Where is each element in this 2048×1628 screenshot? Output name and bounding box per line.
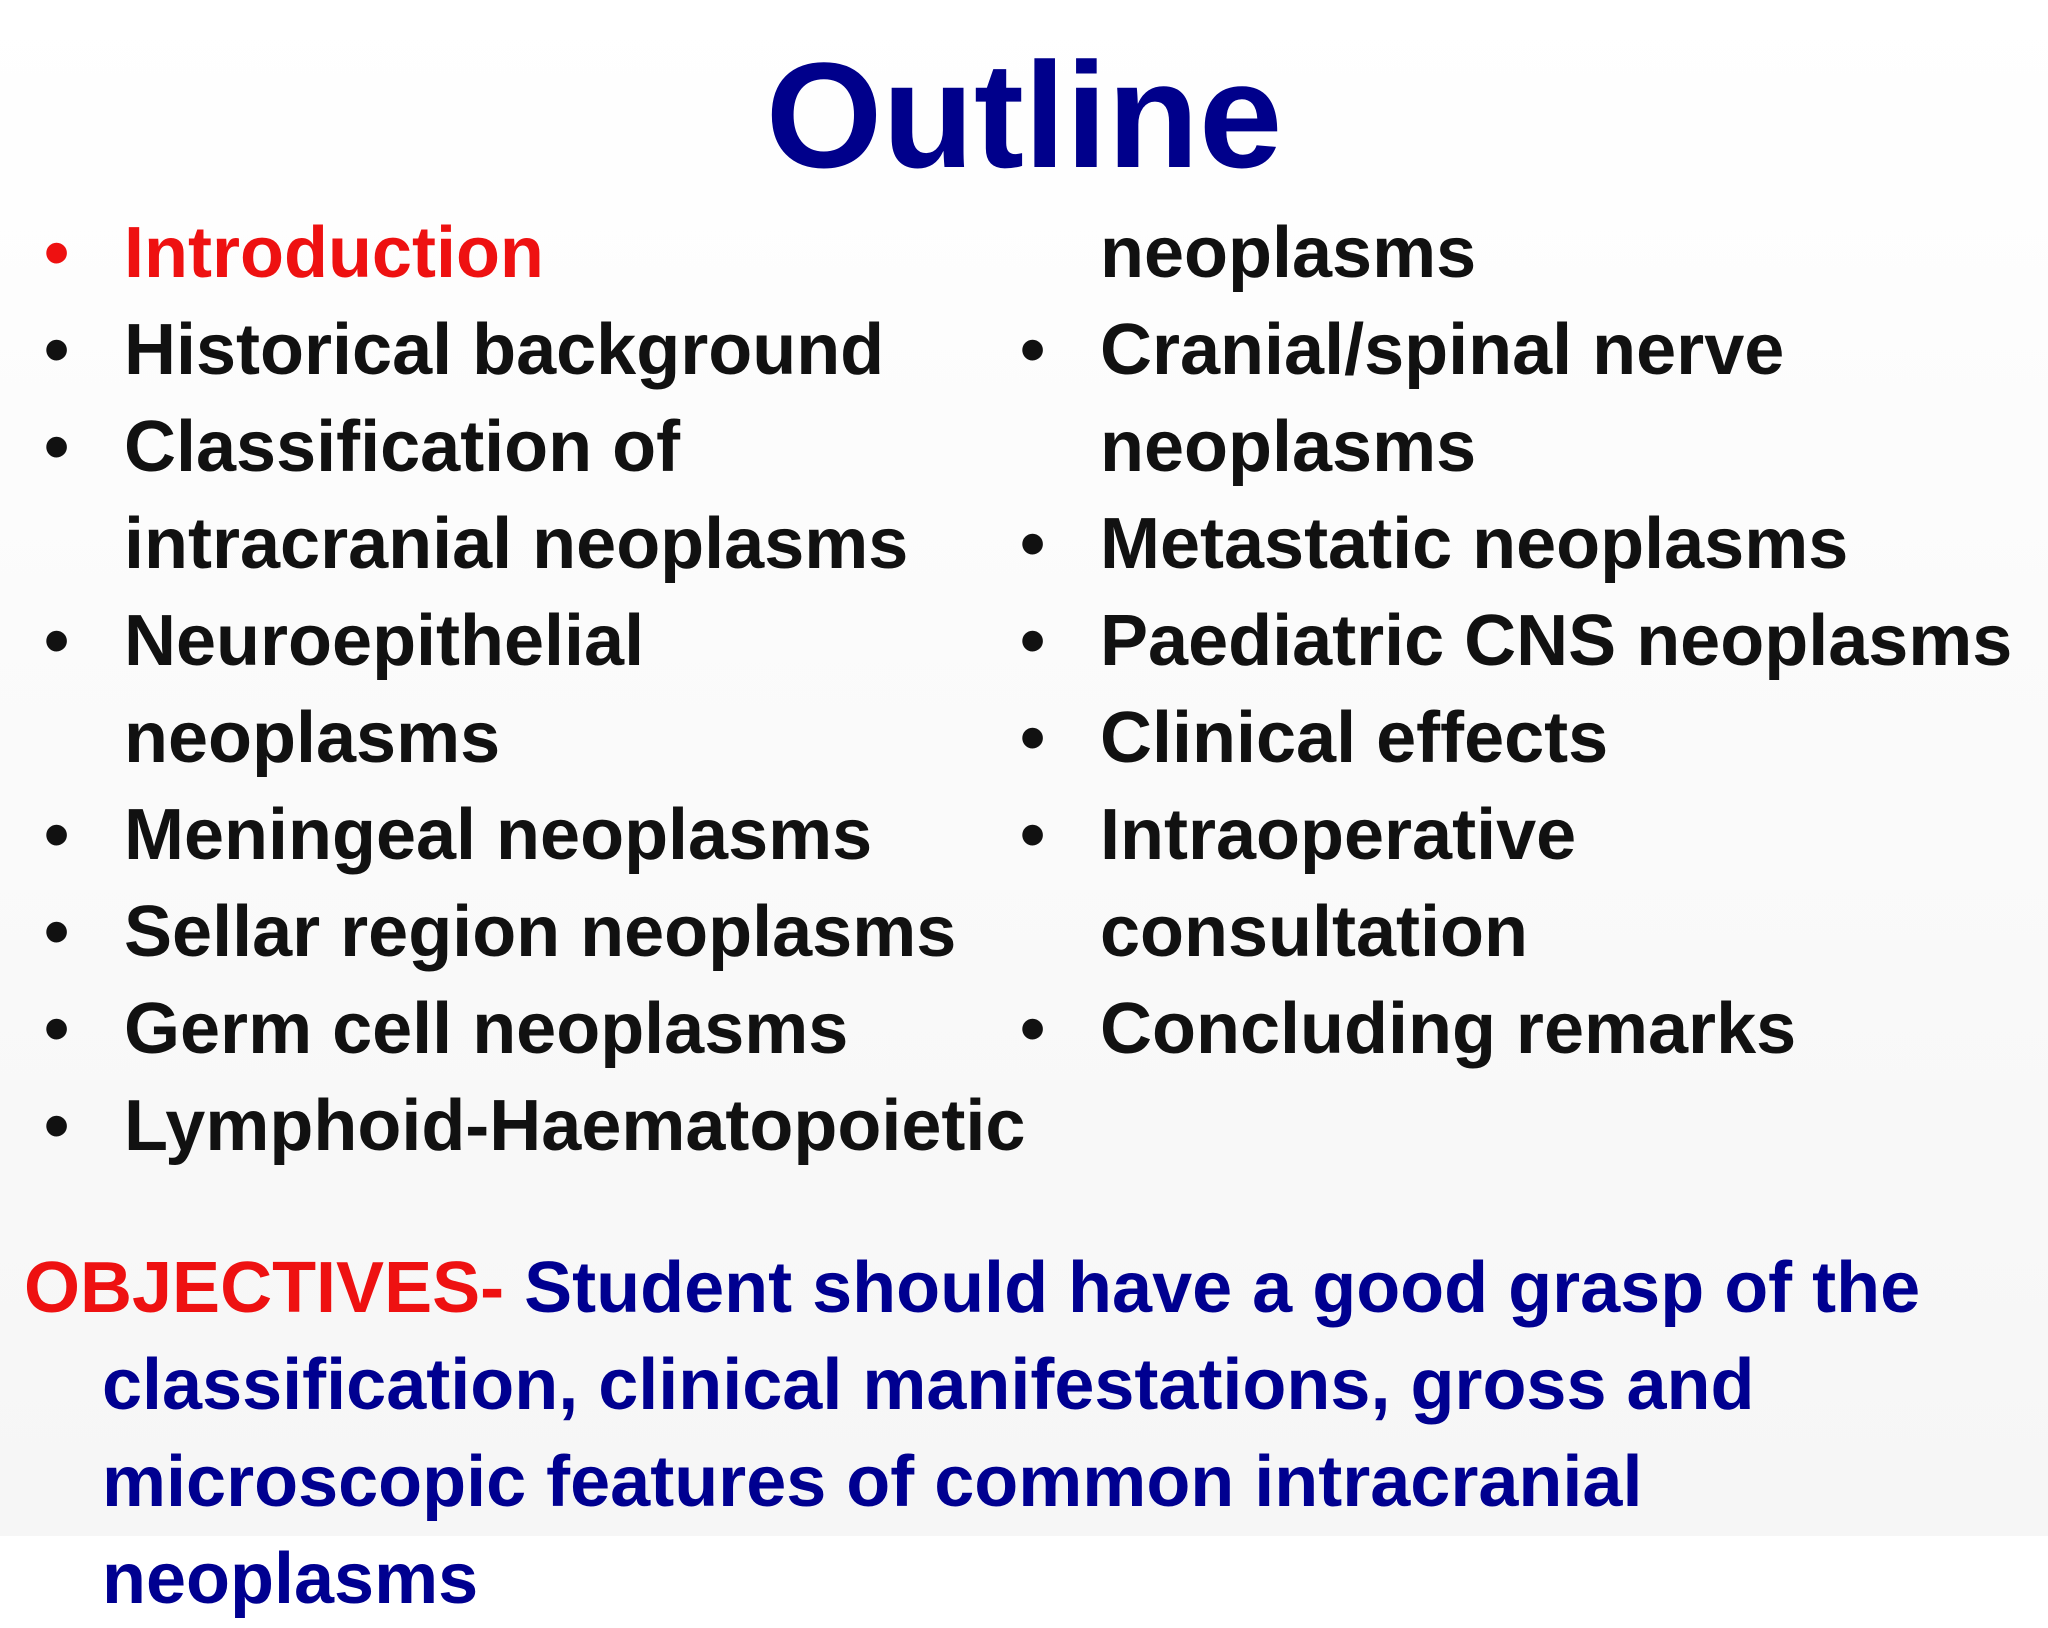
outline-item-metastatic [1018,496,2018,593]
outline-item-intraoperative [1018,787,2018,884]
bullet-icon: • [44,310,70,390]
outline-item-concluding-remarks [1018,981,2018,1078]
bullet-icon: • [44,407,70,487]
bullet-icon: • [1020,310,1046,390]
outline-item-introduction [42,205,1012,302]
objectives-block [24,1240,2024,1628]
objectives-label: OBJECTIVES- [24,1248,505,1328]
outline-item-label: neoplasms [1100,407,1477,487]
outline-item-label: consultation [1100,892,1528,972]
outline-item-meningeal [42,787,1012,884]
outline-item-continuation [1018,884,2018,981]
outline-item-label: Paediatric CNS neoplasms [1100,601,2013,681]
outline-item-label: Cranial/spinal nerve [1100,310,1785,390]
outline-item-germ-cell [42,981,1012,1078]
bullet-icon: • [1020,601,1046,681]
outline-item-historical-background [42,302,1012,399]
outline-right-column [1018,205,2018,1078]
outline-item-label: neoplasms [124,698,501,778]
outline-item-label: Intraoperative [1100,795,1577,875]
outline-item-label: Clinical effects [1100,698,1609,778]
bullet-icon: • [1020,504,1046,584]
outline-item-label: Introduction [124,213,544,293]
objectives-line-3: microscopic features of common intracranial neoplasms [102,1442,1643,1619]
outline-item-lymphoid-haematopoietic [42,1078,1026,1175]
bullet-icon: • [44,601,70,681]
outline-item-label: Historical background [124,310,885,390]
outline-item-label: Concluding remarks [1100,989,1797,1069]
outline-item-label: Neuroepithelial [124,601,645,681]
objectives-line-2: classification, clinical manifestations, gross and [102,1345,1755,1425]
outline-item-continuation [1018,205,2018,302]
outline-item-label: neoplasms [1100,213,1477,293]
bullet-icon: • [44,213,70,293]
outline-item-label: Germ cell neoplasms [124,989,849,1069]
outline-item-continuation [1018,399,2018,496]
outline-item-label: Classification of [124,407,681,487]
outline-item-clinical-effects [1018,690,2018,787]
outline-item-label: Metastatic neoplasms [1100,504,1849,584]
outline-item-classification [42,399,1012,496]
outline-item-continuation [42,690,1012,787]
outline-item-continuation [42,496,1012,593]
bullet-icon: • [1020,795,1046,875]
bullet-icon: • [1020,989,1046,1069]
outline-item-paediatric-cns [1018,593,2018,690]
outline-item-neuroepithelial [42,593,1012,690]
bullet-icon: • [44,795,70,875]
outline-left-column [42,205,1026,1175]
bullet-icon: • [44,989,70,1069]
slide-title: Outline [765,31,1283,199]
outline-item-label: Sellar region neoplasms [124,892,957,972]
outline-item-sellar-region [42,884,1012,981]
bullet-icon: • [44,892,70,972]
outline-item-label: Meningeal neoplasms [124,795,873,875]
outline-item-label: intracranial neoplasms [124,504,909,584]
outline-item-cranial-spinal-nerve [1018,302,2018,399]
objectives-line-1: Student should have a good grasp of the [524,1248,1921,1328]
outline-item-label: Lymphoid-Haematopoietic [124,1086,1026,1166]
bullet-icon: • [1020,698,1046,778]
bullet-icon: • [44,1086,70,1166]
